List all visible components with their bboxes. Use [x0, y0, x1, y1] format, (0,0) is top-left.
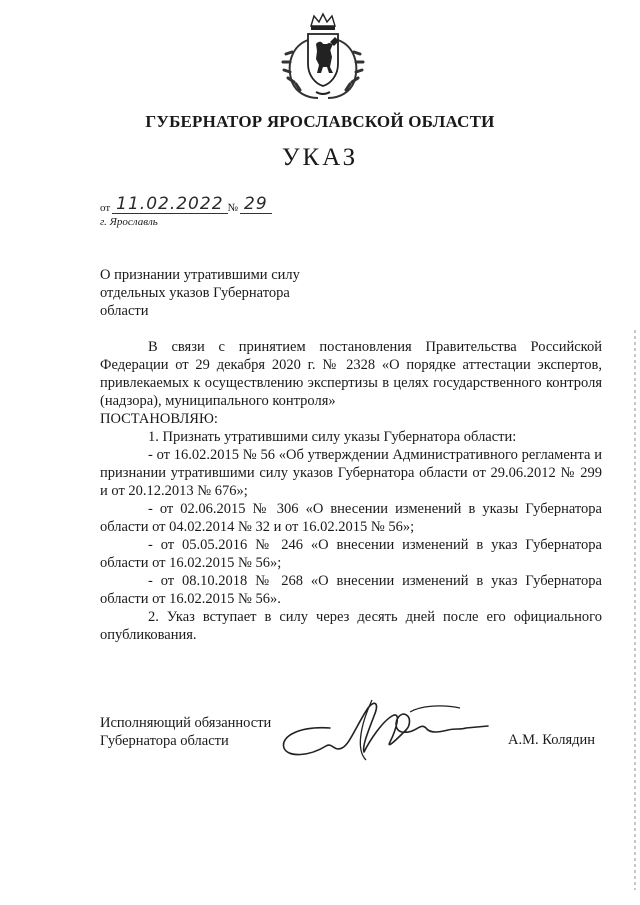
preamble-paragraph: В связи с принятием постановления Правительства Российской Федерации от 29 декабря 2020 г. № 2328 «О порядке аттестации экспертов, привлекаемых к осуществлению экспертизы в целях государственного контроля (надзора), муниципального контроля»	[100, 339, 602, 409]
subject-line: отдельных указов Губернатора	[100, 285, 290, 301]
subitem: - от 02.06.2015 № 306 «О внесении изменений в указы Губернатора области от 04.02.2014 № 32 и от 16.02.2015 № 56»;	[100, 501, 602, 535]
number-prefix: №	[227, 202, 239, 214]
position-line: Исполняющий обязанности	[100, 715, 272, 731]
subitem: - от 08.10.2018 № 268 «О внесении изменений в указ Губернатора области от 16.02.2015 № 56».	[100, 573, 602, 607]
subject-line: О признании утратившими силу	[100, 267, 300, 283]
date-prefix: от	[100, 202, 111, 214]
document-body	[100, 338, 602, 644]
subitem: - от 05.05.2016 № 246 «О внесении изменений в указ Губернатора области от 16.02.2015 № 56»;	[100, 537, 602, 571]
document-meta	[100, 196, 272, 228]
scan-edge-artifact	[634, 330, 636, 890]
document-subject	[100, 266, 360, 320]
signatory-position	[100, 714, 271, 750]
subject-line: области	[100, 303, 149, 319]
document-city: г. Ярославль	[100, 216, 158, 228]
position-line: Губернатора области	[100, 733, 229, 749]
date-number-row	[100, 196, 272, 214]
document-date: 11.02.2022	[112, 195, 227, 214]
document-type: УКАЗ	[281, 144, 359, 171]
subitem: - от 16.02.2015 № 56 «Об утверждении Административного регламента и признании утратившими силу указов Губернатора области от 29.06.2012 № 299 и от 20.12.2013 № 676»;	[100, 447, 602, 499]
item-1: 1. Признать утратившими силу указы Губернатора области:	[148, 429, 517, 445]
document-number: 29	[240, 195, 272, 214]
decree-word: ПОСТАНОВЛЯЮ:	[100, 411, 218, 427]
signatory-name: А.М. Колядин	[508, 732, 596, 748]
handwritten-signature-icon	[270, 686, 510, 776]
issuing-authority: ГУБЕРНАТОР ЯРОСЛАВСКОЙ ОБЛАСТИ	[145, 112, 495, 131]
coat-of-arms-icon	[278, 12, 368, 100]
item-2: 2. Указ вступает в силу через десять дней после его официального опубликования.	[100, 609, 602, 643]
